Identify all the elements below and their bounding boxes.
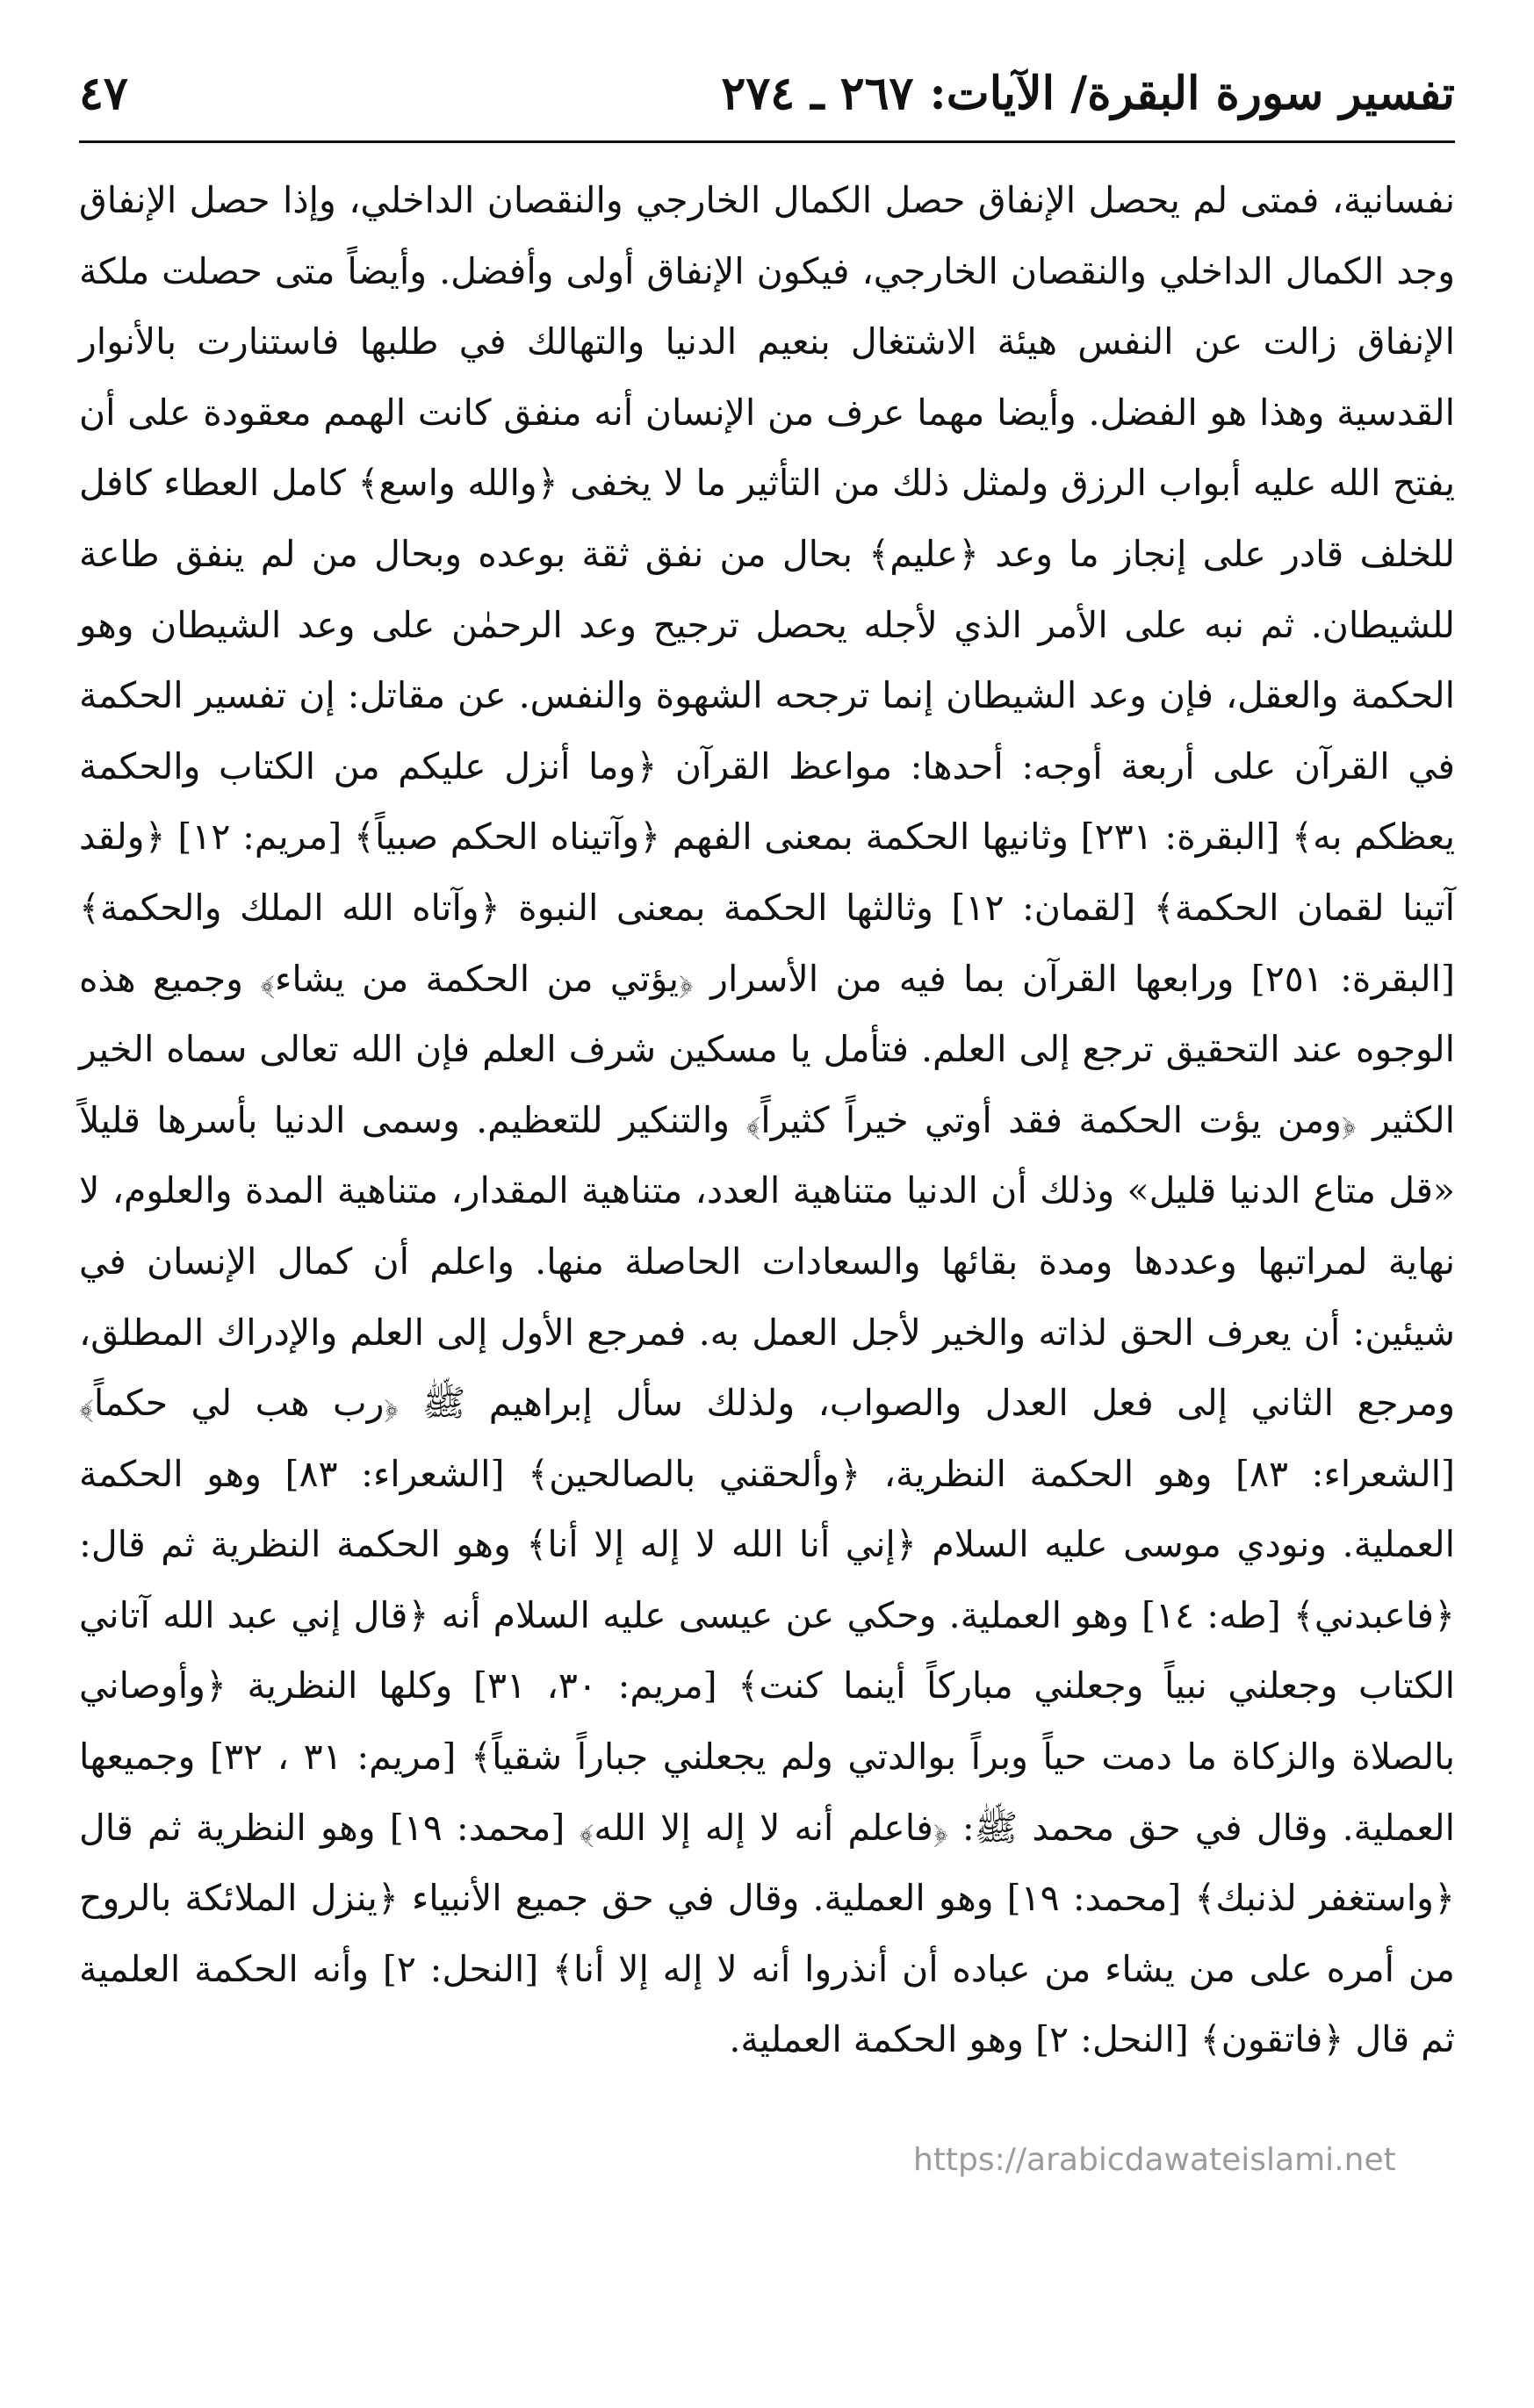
body-paragraph: نفسانية، فمتى لم يحصل الإنفاق حصل الكمال الخارجي والنقصان الداخلي، وإذا حصل الإنفاق وجد الكمال الداخلي والنقصان الخارجي، فيكون الإنفاق أولى وأفضل. وأيضاً متى حصلت ملكة الإنفاق زالت عن النفس هيئة الاشتغال بنعيم الدنيا والتهالك في طلبها فاستنارت بالأنوار القدسية وهذا هو الفضل. وأيضا مهما عرف من الإنسان أنه منفق كانت الهمم معقودة على أن يفتح الله عليه أبواب الرزق ولمثل ذلك من التأثير ما لا يخفى ﴿والله واسع﴾ كامل العطاء كافل للخلف قادر على إنجاز ما وعد ﴿عليم﴾ بحال من نفق ثقة بوعده وبحال من لم ينفق طاعة للشيطان. ثم نبه على الأمر الذي لأجله يحصل ترجيح وعد الرحمٰن على وعد الشيطان وهو الحكمة والعقل، فإن وعد الشيطان إنما ترجحه الشهوة والنفس. عن مقاتل: إن تفسير الحكمة في القرآن على أربعة أوجه: أحدها: مواعظ القرآن ﴿وما أنزل عليكم من الكتاب والحكمة يعظكم به﴾ [البقرة: ٢٣١] وثانيها الحكمة بمعنى الفهم ﴿وآتيناه الحكم صبياً﴾ [مريم: ١٢] ﴿ولقد آتينا لقمان الحكمة﴾ [لقمان: ١٢] وثالثها الحكمة بمعنى النبوة ﴿وآتاه الله الملك والحكمة﴾ [البقرة: ٢٥١] ورابعها القرآن بما فيه من الأسرار ﴿يؤتي من الحكمة من يشاء﴾ وجميع هذه الوجوه عند التحقيق ترجع إلى العلم. فتأمل يا مسكين شرف العلم فإن الله تعالى سماه الخير الكثير ﴿ومن يؤت الحكمة فقد أوتي خيراً كثيراً﴾ والتنكير للتعظيم. وسمى الدنيا بأسرها قليلاً «قل متاع الدنيا قليل» وذلك أن الدنيا متناهية العدد، متناهية المقدار، متناهية المدة والعلوم، لا نهاية لمراتبها وعددها ومدة بقائها والسعادات الحاصلة منها. واعلم أن كمال الإنسان في شيئين: أن يعرف الحق لذاته والخير لأجل العمل به. فمرجع الأول إلى العلم والإدراك المطلق، ومرجع الثاني إلى فعل العدل والصواب، ولذلك سأل إبراهيم ﷺ ﴿رب هب لي حكماً﴾ [الشعراء: ٨٣] وهو الحكمة النظرية، ﴿وألحقني بالصالحين﴾ [الشعراء: ٨٣] وهو الحكمة العملية. ونودي موسى عليه السلام ﴿إني أنا الله لا إله إلا أنا﴾ وهو الحكمة النظرية ثم قال: ﴿فاعبدني﴾ [طه: ١٤] وهو العملية. وحكي عن عيسى عليه السلام أنه ﴿قال إني عبد الله آتاني الكتاب وجعلني نبياً وجعلني مباركاً أينما كنت﴾ [مريم: ٣٠، ٣١] وكلها النظرية ﴿وأوصاني بالصلاة والزكاة ما دمت حياً وبراً بوالدتي ولم يجعلني جباراً شقياً﴾ [مريم: ٣١ ، ٣٢] وجميعها العملية. وقال في حق محمد ﷺ: ﴿فاعلم أنه لا إله إلا الله﴾ [محمد: ١٩] وهو النظرية ثم قال ﴿واستغفر لذنبك﴾ [محمد: ١٩] وهو العملية. وقال في حق جميع الأنبياء ﴿ينزل الملائكة بالروح من أمره على من يشاء من عباده أن أنذروا أنه لا إله إلا أنا﴾ [النحل: ٢] وأنه الحكمة العلمية ثم قال ﴿فاتقون﴾ [النحل: ٢] وهو الحكمة العملية.	[79, 179, 1456, 2061]
watermark-url: https://arabicdawateislami.net	[913, 2142, 1396, 2178]
header-divider	[79, 140, 1455, 143]
page-header	[79, 61, 1455, 149]
running-title: تفسير سورة البقرة/ الآيات: ٢٦٧ ـ ٢٧٤	[721, 67, 1455, 120]
page-number: ٤٧	[79, 67, 128, 120]
body-text	[79, 165, 1455, 2075]
